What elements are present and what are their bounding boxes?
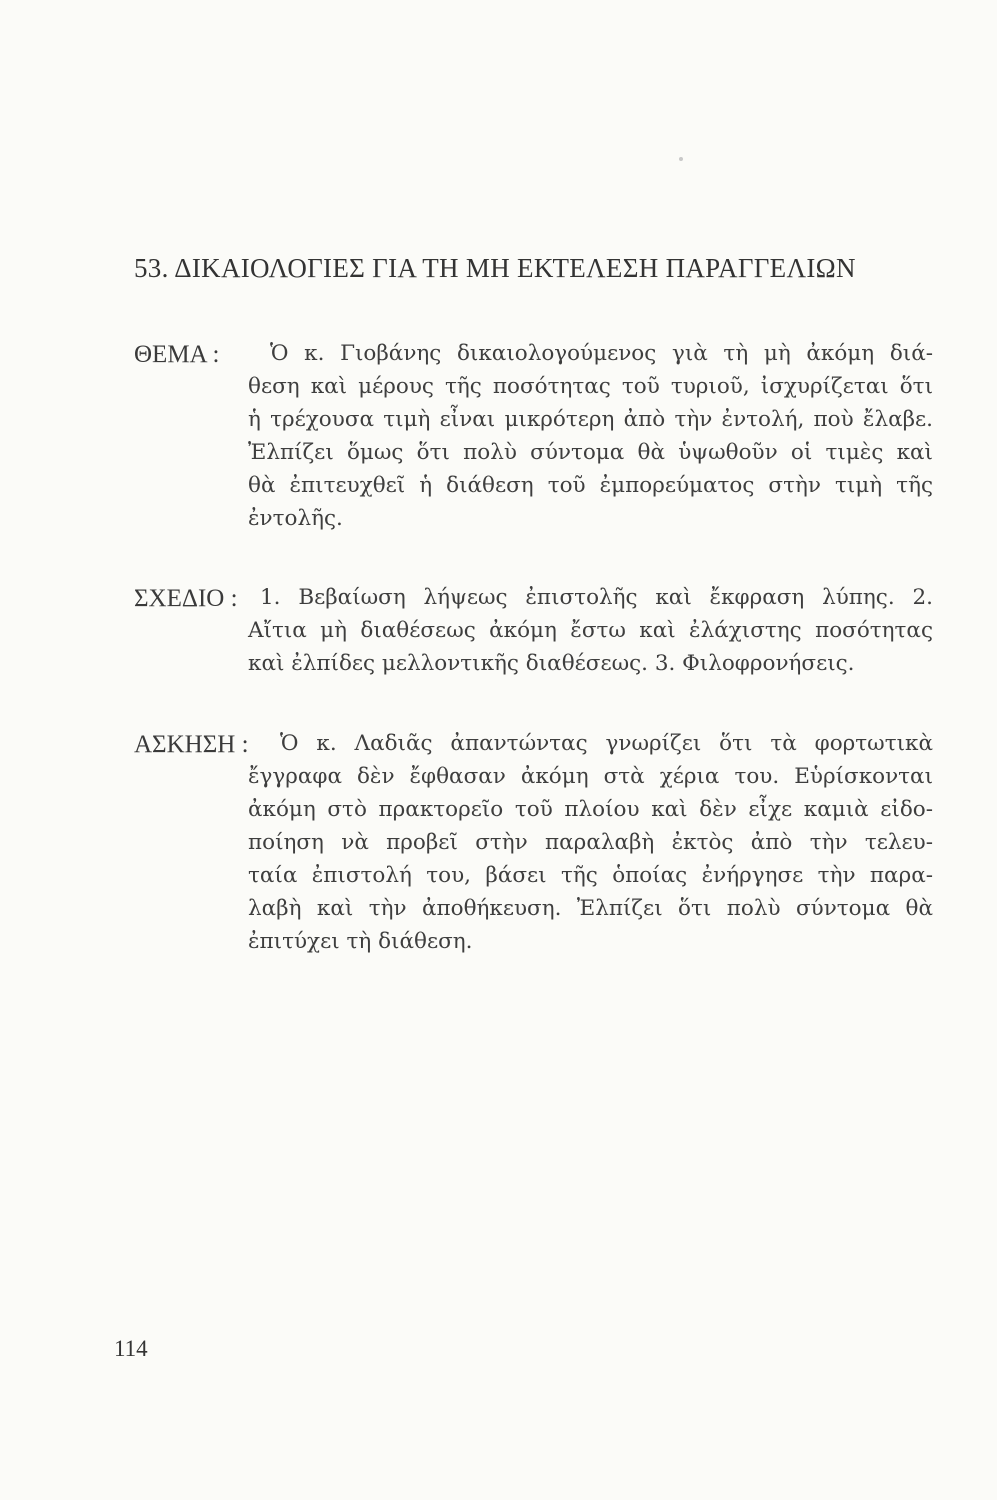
schedio-line: 1. Βεβαίωση λήψεως ἐπιστολῆς καὶ ἔκφραση λύπης. 2. bbox=[260, 585, 933, 610]
paper-speck bbox=[679, 157, 683, 161]
thema-line: θεση καὶ μέρους τῆς ποσότητας τοῦ τυριοῦ, ἰσχυρίζεται ὅτι bbox=[248, 374, 933, 399]
askisi-line: ἐπιτύχει τὴ διάθεση. bbox=[248, 929, 473, 954]
page-number: 114 bbox=[114, 1336, 148, 1361]
askisi-line: ἀκόμη στὸ πρακτορεῖο τοῦ πλοίου καὶ δὲν εἶχε καμιὰ εἰδο- bbox=[248, 797, 933, 822]
askisi-line: Ὁ κ. Λαδιᾶς ἀπαντώντας γνωρίζει ὅτι τὰ φορτωτικὰ bbox=[280, 731, 933, 756]
askisi-line: ἔγγραφα δὲν ἔφθασαν ἀκόμη στὰ χέρια του. Εὑρίσκονται bbox=[248, 764, 933, 789]
thema-line: ἐντολῆς. bbox=[248, 506, 343, 531]
thema-line: ἡ τρέχουσα τιμὴ εἶναι μικρότερη ἀπὸ τὴν ἐντολή, ποὺ ἔλαβε. bbox=[248, 407, 933, 432]
schedio-label: ΣΧΕΔΙΟ : bbox=[134, 585, 238, 612]
askisi-line: ταία ἐπιστολή του, βάσει τῆς ὁποίας ἐνήργησε τὴν παρα- bbox=[248, 863, 933, 888]
page-title: 53. ΔΙΚΑΙΟΛΟΓΙΕΣ ΓΙΑ ΤΗ ΜΗ ΕΚΤΕΛΕΣΗ ΠΑΡΑΓΓΕΛΙΩΝ bbox=[134, 253, 856, 283]
schedio-line: Αἴτια μὴ διαθέσεως ἀκόμη ἔστω καὶ ἐλάχιστης ποσότητας bbox=[248, 618, 933, 643]
schedio-line: καὶ ἐλπίδες μελλοντικῆς διαθέσεως. 3. Φιλοφρονήσεις. bbox=[248, 651, 855, 676]
askisi-label: ΑΣΚΗΣΗ : bbox=[134, 731, 249, 758]
askisi-line: ποίηση νὰ προβεῖ στὴν παραλαβὴ ἐκτὸς ἀπὸ τὴν τελευ- bbox=[248, 830, 933, 855]
askisi-line: λαβὴ καὶ τὴν ἀποθήκευση. Ἐλπίζει ὅτι πολὺ σύντομα θὰ bbox=[248, 896, 933, 921]
thema-line: θὰ ἐπιτευχθεῖ ἡ διάθεση τοῦ ἐμπορεύματος στὴν τιμὴ τῆς bbox=[248, 473, 933, 498]
thema-label: ΘΕΜΑ : bbox=[134, 341, 220, 368]
thema-line: Ὁ κ. Γιοβάνης δικαιολογούμενος γιὰ τὴ μὴ ἀκόμη διά- bbox=[270, 341, 933, 366]
thema-line: Ἐλπίζει ὅμως ὅτι πολὺ σύντομα θὰ ὑψωθοῦν οἱ τιμὲς καὶ bbox=[248, 440, 933, 465]
